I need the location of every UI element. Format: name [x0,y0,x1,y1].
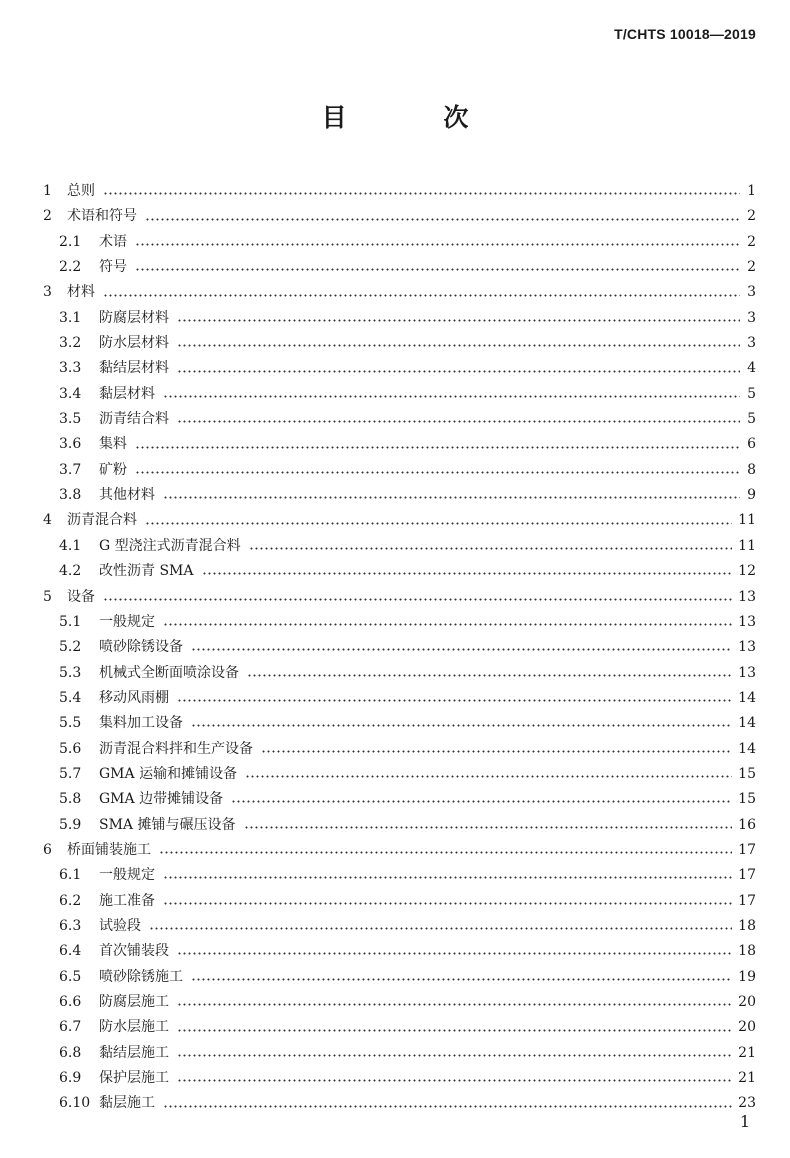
dot-leader [177,699,732,702]
toc-entry-page: 3 [747,309,756,326]
toc-entry-title: 防腐层材料 [99,309,169,326]
toc-entry-title: 首次铺装段 [99,943,169,960]
toc-entry-title: GMA 运输和摊铺设备 [99,765,238,782]
toc-entry-number: 2.2 [59,259,82,276]
dot-leader [177,420,740,423]
dot-leader [135,446,740,449]
dot-leader [177,344,740,347]
toc-entry-page: 15 [738,765,756,782]
dot-leader [261,750,732,753]
toc-entry-number: 6.3 [59,917,82,934]
toc-entry[interactable] [0,559,790,584]
toc-entry-title: GMA 边带摊铺设备 [99,791,224,808]
dot-leader [103,294,740,297]
toc-entry-title: 机械式全断面喷涂设备 [99,664,239,681]
toc-entry-page: 3 [747,284,756,301]
toc-entry-number: 6.7 [59,1019,82,1036]
standard-code: T/CHTS 10018—2019 [614,26,756,42]
toc-entry-page: 16 [738,816,756,833]
toc-entry[interactable] [0,990,790,1015]
toc-entry-title: 桥面铺装施工 [67,841,151,858]
toc-entry-page: 2 [747,208,756,225]
toc-entry[interactable] [0,661,790,686]
toc-entry-number: 6.5 [59,968,82,985]
toc-entry[interactable] [0,382,790,407]
toc-entry-number: 3.6 [59,436,82,453]
toc-entry[interactable] [0,737,790,762]
dot-leader [202,572,733,575]
toc-entry-page: 12 [738,563,756,580]
toc-entry[interactable] [0,458,790,483]
toc-entry-title: 防水层材料 [99,335,169,352]
toc-entry-page: 13 [738,613,756,630]
toc-entry-title: 黏结层施工 [99,1044,169,1061]
dot-leader [177,319,740,322]
toc-entry-number: 5 [43,588,52,605]
dot-leader [231,800,732,803]
dot-leader [163,876,732,879]
toc-entry-number: 5.2 [59,639,82,656]
toc-entry-title: 集料 [99,436,127,453]
toc-entry-title: 移动风雨棚 [99,689,169,706]
toc-entry[interactable] [0,813,790,838]
toc-entry-page: 20 [738,994,756,1010]
dot-leader [103,598,732,601]
dot-leader [145,522,732,525]
dot-leader [163,902,732,905]
dot-leader [177,952,732,955]
toc-entry[interactable] [0,1041,790,1066]
toc-entry-title: 保护层施工 [99,1070,169,1087]
toc-entry-number: 4 [43,512,52,529]
dot-leader [245,775,732,778]
toc-entry[interactable] [0,863,790,888]
toc-entry[interactable] [0,407,790,432]
dot-leader [191,978,732,981]
toc-entry-title: 喷砂除锈设备 [99,639,183,656]
toc-entry-title: 防水层施工 [99,1019,169,1036]
toc-entry[interactable] [0,306,790,331]
toc-entry-number: 3.3 [59,360,82,377]
toc-entry[interactable] [0,838,790,863]
toc-entry-number: 5.1 [59,613,82,630]
toc-entry-page: 6 [747,436,756,453]
toc-entry-number: 5.5 [59,715,82,732]
toc-entry-number: 5.7 [59,765,82,782]
toc-entry[interactable] [0,1091,790,1116]
toc-entry-page: 17 [738,892,756,909]
toc-entry[interactable] [0,939,790,964]
toc-entry[interactable] [0,179,790,204]
toc-entry-title: 施工准备 [99,892,155,909]
toc-entry-number: 3.4 [59,385,82,402]
toc-entry-page: 9 [747,487,756,504]
toc-entry-number: 6.2 [59,892,82,909]
toc-entry[interactable] [0,711,790,736]
toc-entry-page: 21 [738,1044,756,1061]
toc-entry-number: 3 [43,284,52,301]
toc-entry[interactable] [0,610,790,635]
toc-entry-page: 2 [747,259,756,276]
toc-entry-title: 黏结层材料 [99,360,169,377]
toc-entry-number: 3.1 [59,309,82,326]
toc-entry-page: 18 [738,943,756,960]
toc-entry-title: 沥青结合料 [99,411,169,428]
dot-leader [163,1105,732,1108]
toc-entry-number: 6.4 [59,943,82,960]
dot-leader [247,674,732,677]
toc-entry-number: 6.9 [59,1070,82,1087]
toc-entry-page: 23 [738,1095,756,1112]
toc-entry-page: 1 [747,183,756,199]
toc-entry-title: 设备 [67,588,95,605]
dot-leader [177,1003,732,1006]
page-number: 1 [739,1112,750,1131]
toc-entry-number: 3.7 [59,461,82,478]
toc-entry[interactable] [0,1066,790,1091]
toc-entry-page: 17 [738,841,756,858]
toc-entry-number: 5.3 [59,664,82,681]
toc-entry-page: 17 [738,867,756,884]
toc-entry-page: 2 [747,233,756,250]
toc-entry-title: 材料 [67,284,95,301]
toc-entry-number: 2.1 [59,233,82,250]
toc-entry-title: 一般规定 [99,867,155,884]
toc-entry-title: 黏层材料 [99,385,155,402]
toc-entry-page: 5 [747,385,756,402]
toc-entry-title: 总则 [67,183,95,199]
toc-entry-page: 14 [738,715,756,732]
toc-entry-page: 11 [738,537,756,554]
page-title: 目 次 [321,103,513,132]
toc-entry-number: 5.9 [59,816,82,833]
toc-entry-page: 21 [738,1070,756,1087]
toc-entry-page: 3 [747,335,756,352]
toc-entry-title: 试验段 [99,917,141,934]
toc-entry-title: 沥青混合料 [67,512,137,529]
toc-entry-number: 6.10 [59,1095,91,1112]
toc-entry[interactable] [0,204,790,229]
toc-entry[interactable] [0,585,790,610]
toc-entry-page: 5 [747,411,756,428]
toc-entry-number: 3.8 [59,487,82,504]
dot-leader [149,927,732,930]
toc-entry-number: 3.2 [59,335,82,352]
toc-entry-number: 6.8 [59,1044,82,1061]
toc-entry-title: 符号 [99,259,127,276]
toc-entry[interactable] [0,635,790,660]
toc-entry-page: 13 [738,664,756,681]
toc-entry-page: 13 [738,639,756,656]
toc-entry-page: 11 [738,512,756,529]
toc-entry-title: 沥青混合料拌和生产设备 [99,740,253,757]
toc-entry-page: 15 [738,791,756,808]
toc-entry[interactable] [0,230,790,255]
toc-entry[interactable] [0,432,790,457]
toc-entry[interactable] [0,331,790,356]
dot-leader [177,1079,732,1082]
toc-entry-number: 1 [43,183,52,199]
toc-entry[interactable] [0,255,790,280]
toc-entry-title: 黏层施工 [99,1095,155,1112]
dot-leader [103,192,740,195]
toc-entry-number: 4.2 [59,563,82,580]
toc-entry-number: 2 [43,208,52,225]
dot-leader [177,1029,732,1032]
toc-entry-page: 14 [738,689,756,706]
toc-entry[interactable] [0,787,790,812]
toc-entry-page: 14 [738,740,756,757]
toc-entry-title: 改性沥青 SMA [99,563,194,580]
dot-leader [191,724,732,727]
dot-leader [191,648,732,651]
toc-entry[interactable] [0,686,790,711]
toc-entry-title: 一般规定 [99,613,155,630]
toc-entry-number: 6.1 [59,867,82,884]
toc-entry[interactable] [0,1015,790,1040]
toc-entry-title: G 型浇注式沥青混合料 [99,537,241,554]
toc-entry-number: 3.5 [59,411,82,428]
toc-entry-number: 5.6 [59,740,82,757]
toc-entry-page: 18 [738,917,756,934]
toc-entry[interactable] [0,356,790,381]
toc-entry-number: 4.1 [59,537,82,554]
table-of-contents [0,179,790,1117]
toc-entry[interactable] [0,889,790,914]
toc-entry-number: 5.8 [59,791,82,808]
toc-entry[interactable] [0,280,790,305]
toc-entry-title: 集料加工设备 [99,715,183,732]
dot-leader [159,851,732,854]
toc-entry-page: 20 [738,1019,756,1036]
dot-leader [244,826,733,829]
toc-entry-number: 6 [43,841,52,858]
toc-entry-number: 5.4 [59,689,82,706]
toc-entry[interactable] [0,483,790,508]
toc-entry[interactable] [0,762,790,787]
dot-leader [135,243,740,246]
dot-leader [163,623,732,626]
toc-entry[interactable] [0,914,790,939]
toc-entry-page: 19 [738,968,756,985]
toc-entry-title: 术语和符号 [67,208,137,225]
toc-entry-title: SMA 摊铺与碾压设备 [99,816,236,833]
toc-entry[interactable] [0,534,790,559]
toc-entry-page: 8 [747,461,756,478]
dot-leader [163,395,740,398]
toc-entry-title: 其他材料 [99,487,155,504]
toc-entry[interactable] [0,965,790,990]
toc-entry-number: 6.6 [59,994,82,1010]
dot-leader [177,370,740,373]
toc-entry-title: 矿粉 [99,461,127,478]
toc-entry[interactable] [0,508,790,533]
dot-leader [249,547,733,550]
dot-leader [135,268,740,271]
toc-entry-page: 4 [747,360,756,377]
dot-leader [163,496,740,499]
toc-entry-title: 喷砂除锈施工 [99,968,183,985]
toc-entry-page: 13 [738,588,756,605]
dot-leader [145,218,740,221]
dot-leader [177,1054,732,1057]
toc-entry-title: 防腐层施工 [99,994,169,1010]
dot-leader [135,471,740,474]
toc-entry-title: 术语 [99,233,127,250]
